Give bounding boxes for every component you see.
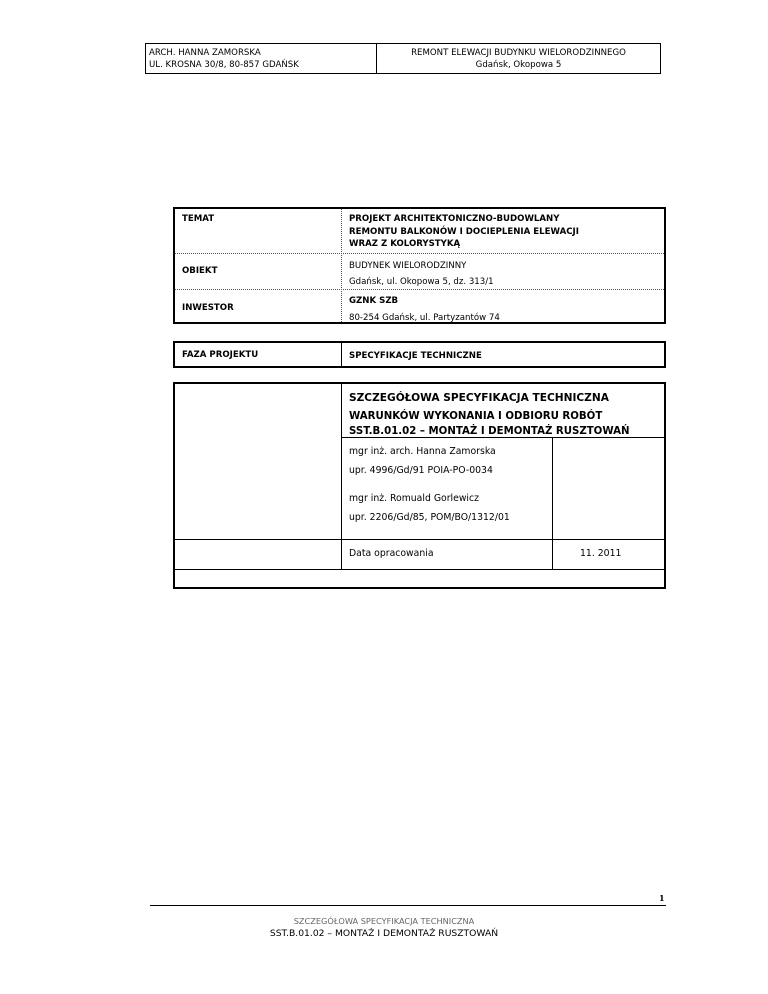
footer-subtitle: SST.B.01.02 – MONTAŻ I DEMONTAŻ RUSZTOWAŃ — [269, 928, 499, 939]
spec-subtitle-line: SST.B.01.02 – MONTAŻ I DEMONTAŻ RUSZTOWAŃ — [349, 426, 630, 437]
spec-table — [173, 382, 666, 589]
inwestor-line: GZNK SZB — [349, 296, 399, 306]
inwestor-value — [349, 293, 500, 327]
info-table — [173, 207, 666, 324]
phase-label: FAZA PROJEKTU — [182, 350, 259, 360]
row-divider — [175, 539, 664, 540]
spec-subtitle — [349, 409, 630, 439]
designer-license: upr. 2206/Gd/85, POM/BO/1312/01 — [349, 512, 510, 523]
date-label: Data opracowania — [349, 548, 434, 559]
designer-license: upr. 4996/Gd/91 POIA-PO-0034 — [349, 465, 493, 476]
designer-name: mgr inż. Romuald Gorlewicz — [349, 493, 480, 504]
column-divider — [552, 437, 553, 569]
header-author — [146, 44, 377, 73]
project-title: REMONT ELEWACJI BUDYNKU WIELORODZINNEGO — [411, 48, 626, 58]
obiekt-label: OBIEKT — [182, 266, 218, 276]
spec-subtitle-line: WARUNKÓW WYKONANIA I ODBIORU ROBÓT — [349, 411, 603, 422]
obiekt-line: BUDYNEK WIELORODZINNY — [349, 261, 467, 271]
project-location: Gdańsk, Okopowa 5 — [475, 60, 562, 70]
date-value: 11. 2011 — [580, 548, 622, 559]
page-header — [145, 43, 661, 74]
author-name: ARCH. HANNA ZAMORSKA — [149, 48, 261, 58]
temat-line: REMONTU BALKONÓW I DOCIEPLENIA ELEWACJI — [349, 226, 579, 237]
footer-title: SZCZEGÓŁOWA SPECYFIKACJA TECHNICZNA — [293, 916, 475, 926]
designer-2 — [349, 489, 510, 527]
inwestor-line: 80-254 Gdańsk, ul. Partyzantów 74 — [349, 313, 500, 323]
obiekt-value — [349, 258, 494, 290]
obiekt-line: Gdańsk, ul. Okopowa 5, dz. 313/1 — [349, 277, 494, 287]
author-address: UL. KROSNA 30/8, 80-857 GDAŃSK — [149, 60, 299, 70]
row-divider — [175, 253, 664, 254]
footer-divider — [150, 905, 666, 906]
page-number: 1 — [659, 893, 665, 903]
inwestor-label: INWESTOR — [182, 303, 234, 313]
designer-1 — [349, 442, 496, 480]
temat-label: TEMAT — [182, 214, 215, 224]
header-project — [377, 44, 660, 73]
temat-value — [349, 213, 579, 251]
temat-line: PROJEKT ARCHITEKTONICZNO-BUDOWLANY — [349, 214, 560, 224]
phase-value: SPECYFIKACJE TECHNICZNE — [349, 351, 482, 361]
phase-table — [173, 341, 666, 368]
spec-title: SZCZEGÓŁOWA SPECYFIKACJA TECHNICZNA — [349, 392, 609, 404]
row-divider — [175, 569, 664, 570]
temat-line: WRAZ Z KOLORYSTYKĄ — [349, 239, 461, 249]
column-divider — [341, 384, 342, 569]
designer-name: mgr inż. arch. Hanna Zamorska — [349, 446, 496, 457]
